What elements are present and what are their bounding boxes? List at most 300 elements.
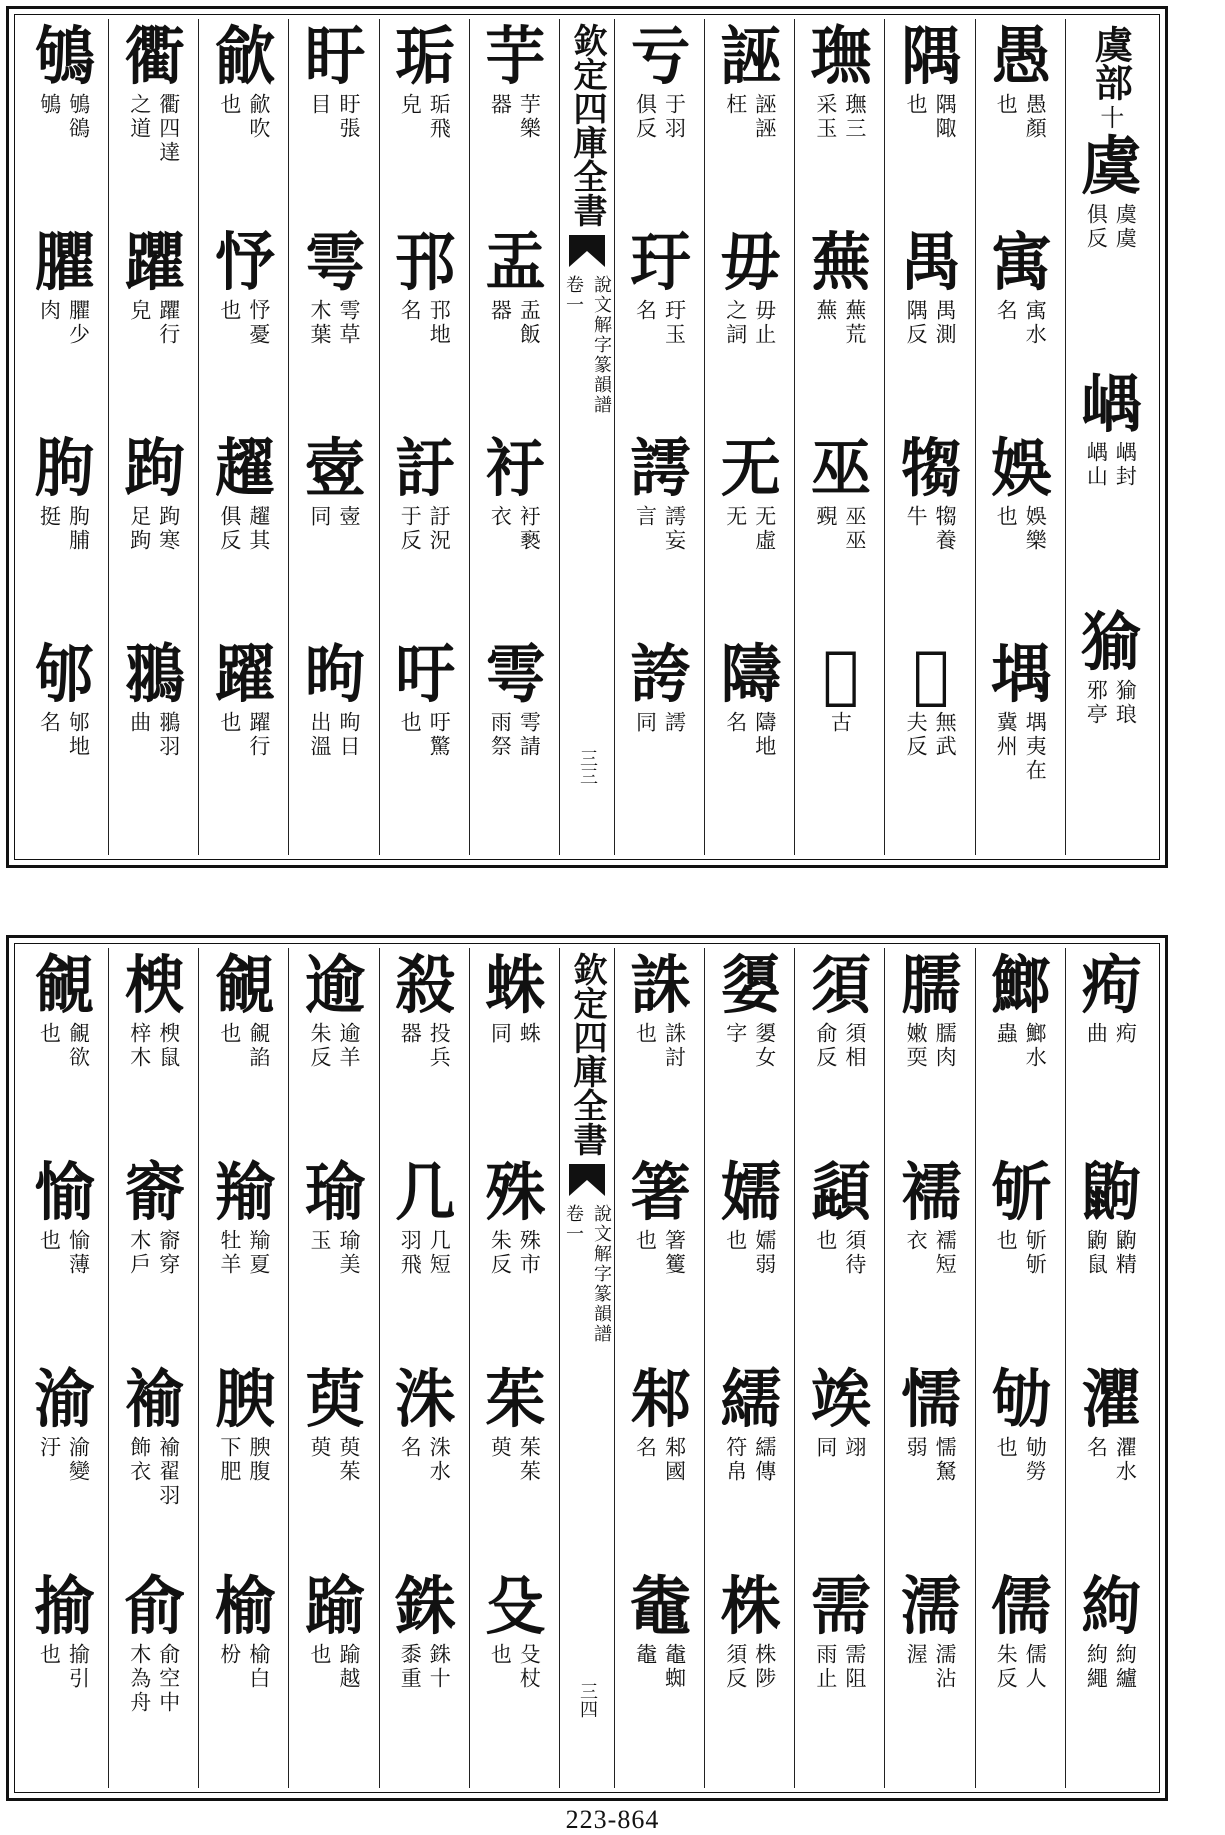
gloss-annotation: [634, 1229, 686, 1277]
dictionary-entry: [380, 949, 469, 1161]
gloss-annotation: [1084, 203, 1136, 251]
seal-character: 隯: [720, 638, 779, 712]
text-column: [884, 948, 974, 1788]
seal-character: 雩: [485, 638, 544, 712]
gloss-annotation: [38, 299, 90, 347]
seal-character: 巫: [810, 432, 869, 506]
dictionary-entry: [380, 1570, 469, 1782]
gloss-line: 忬憂: [246, 299, 271, 347]
gloss-line: 也: [723, 1229, 748, 1253]
gloss-line: 虞虞: [1113, 203, 1138, 251]
gloss-annotation: [634, 711, 686, 735]
gloss-line: 之道: [127, 93, 152, 141]
seal-character: 犓: [901, 432, 960, 506]
gloss-annotation: [128, 1022, 180, 1070]
gloss-line: 謣妄: [662, 505, 687, 553]
gloss-annotation: [814, 93, 866, 141]
seal-character: 腴: [214, 1363, 273, 1437]
dictionary-entry: [470, 226, 559, 437]
gloss-line: 同: [308, 505, 333, 529]
dictionary-entry: [885, 638, 974, 849]
gloss-annotation: [488, 1643, 540, 1691]
gloss-line: 黍重: [398, 1643, 423, 1691]
gloss-annotation: [218, 299, 270, 347]
gloss-annotation: [994, 1022, 1046, 1070]
gloss-annotation: [904, 1643, 956, 1691]
seal-character: 殊: [485, 1156, 544, 1230]
gloss-annotation: [398, 1022, 450, 1070]
dictionary-entry: [1066, 606, 1155, 849]
dictionary-entry: [380, 1363, 469, 1575]
gloss-line: 皃: [127, 299, 152, 323]
gloss-annotation: [994, 505, 1046, 553]
gloss-annotation: [814, 299, 866, 347]
gloss-line: 衢四達: [156, 93, 181, 165]
gloss-line: 毋止: [752, 299, 777, 347]
gloss-line: 楰鼠: [156, 1022, 181, 1070]
seal-character: 誣: [720, 20, 779, 94]
footer-reference: 223-864: [565, 1805, 660, 1834]
seal-character: 娛: [991, 432, 1050, 506]
seal-character: 玗: [630, 226, 689, 300]
gloss-annotation: [724, 505, 776, 553]
dictionary-entry: [885, 1156, 974, 1368]
seal-character: 亏: [630, 20, 689, 94]
seal-character: 覦: [214, 949, 273, 1023]
dictionary-entry: [705, 638, 794, 849]
gloss-annotation: [724, 1436, 776, 1484]
gloss-line: 也: [994, 1229, 1019, 1253]
seal-character: 𨐚: [913, 638, 948, 712]
gloss-line: 足跔: [127, 505, 152, 553]
seal-character: 踰: [305, 1570, 364, 1644]
gloss-line: 躣行: [156, 299, 181, 347]
dictionary-entry: [19, 1363, 108, 1575]
seal-character: 嬬: [720, 1156, 779, 1230]
seal-character: 箸: [630, 1156, 689, 1230]
book-subtitle: 說文解字篆韻譜: [590, 1204, 612, 1344]
seal-character: 邭: [34, 638, 93, 712]
gloss-line: 玉: [308, 1229, 333, 1253]
gloss-annotation: [1084, 1022, 1136, 1046]
dictionary-entry: [470, 1156, 559, 1368]
gloss-annotation: [814, 1022, 866, 1070]
gloss-line: 冀州: [994, 711, 1019, 759]
gloss-annotation: [128, 299, 180, 347]
section-title: 虞部: [1088, 25, 1134, 101]
gloss-annotation: [904, 299, 956, 347]
gloss-annotation: [218, 93, 270, 141]
dictionary-entry: [470, 1570, 559, 1782]
seal-character: 鼩: [1081, 1156, 1140, 1230]
volume-label: 卷一: [562, 1204, 584, 1244]
gloss-line: 曲: [1084, 1022, 1109, 1046]
dictionary-entry: [885, 226, 974, 437]
dictionary-entry: [19, 949, 108, 1161]
gloss-line: 殳杖: [517, 1643, 542, 1691]
gloss-line: 肉: [37, 299, 62, 323]
seal-character: 銖: [395, 1570, 454, 1644]
gloss-line: 邭地: [66, 711, 91, 759]
seal-character: 斪: [991, 1156, 1050, 1230]
gloss-line: 娛樂: [1023, 505, 1048, 553]
dictionary-entry: [19, 20, 108, 231]
gloss-line: 芋樂: [517, 93, 542, 141]
gloss-line: 雩草: [337, 299, 362, 347]
gloss-line: 也: [633, 1229, 658, 1253]
dictionary-entry: [885, 432, 974, 643]
gloss-annotation: [398, 299, 450, 347]
gloss-annotation: [38, 1229, 90, 1277]
dictionary-entry: [795, 1156, 884, 1368]
gloss-annotation: [634, 1022, 686, 1070]
dictionary-entry: [19, 1156, 108, 1368]
gloss-line: 名: [398, 1436, 423, 1460]
dictionary-entry: [109, 226, 198, 437]
gloss-line: 揄引: [66, 1643, 91, 1691]
dictionary-entry: [470, 638, 559, 849]
gloss-line: 隅陬: [933, 93, 958, 141]
dictionary-entry: [19, 1570, 108, 1782]
text-column: [975, 948, 1065, 1788]
seal-character: 絇: [1081, 1570, 1140, 1644]
seal-character: 襦: [901, 1156, 960, 1230]
dictionary-entry: [795, 226, 884, 437]
seal-character: 蕪: [810, 226, 869, 300]
gloss-annotation: [1084, 1229, 1136, 1277]
gloss-annotation: [488, 93, 540, 141]
gloss-line: 邪亭: [1084, 679, 1109, 727]
text-column: [704, 19, 794, 855]
dictionary-entry: [109, 1570, 198, 1782]
gloss-annotation: [724, 1022, 776, 1070]
seal-character: 盂: [485, 226, 544, 300]
dictionary-entry: [199, 432, 288, 643]
seal-character: 衢: [124, 20, 183, 94]
seal-character: 繻: [720, 1363, 779, 1437]
dictionary-entry: [976, 1363, 1065, 1575]
gloss-line: 絇纑: [1113, 1643, 1138, 1691]
gloss-annotation: [218, 1229, 270, 1277]
seal-character: 趯: [214, 432, 273, 506]
seal-character: 儒: [991, 1570, 1050, 1644]
seal-character: 雩: [305, 226, 364, 300]
gloss-line: 雨祭: [488, 711, 513, 759]
dictionary-entry: [289, 432, 378, 643]
text-column: [108, 19, 198, 855]
gloss-annotation: [38, 505, 90, 553]
dictionary-entry: [109, 20, 198, 231]
dictionary-entry: [289, 1570, 378, 1782]
gloss-line: 邾國: [662, 1436, 687, 1484]
gloss-line: 汙: [37, 1436, 62, 1460]
gloss-annotation: [828, 711, 851, 735]
gloss-line: 朱反: [994, 1643, 1019, 1691]
gloss-line: 蟲: [994, 1022, 1019, 1046]
gloss-line: 无: [723, 505, 748, 529]
gloss-annotation: [488, 1022, 540, 1046]
gloss-line: 隅反: [904, 299, 929, 347]
gloss-line: 名: [633, 299, 658, 323]
gloss-line: 器: [488, 299, 513, 323]
text-column: [794, 948, 884, 1788]
dictionary-entry: [289, 1363, 378, 1575]
gloss-line: 䱶水: [1023, 1022, 1048, 1070]
dictionary-entry: [705, 1156, 794, 1368]
gloss-line: 几短: [427, 1229, 452, 1277]
gloss-line: 目: [308, 93, 333, 117]
seal-character: 堣: [991, 638, 1050, 712]
gloss-annotation: [1084, 441, 1136, 489]
gloss-line: 鴝鵒: [66, 93, 91, 141]
seal-character: 頿: [810, 1156, 869, 1230]
gloss-line: 㝢水: [1023, 299, 1048, 347]
gloss-annotation: [994, 93, 1046, 141]
gloss-annotation: [218, 711, 270, 759]
gloss-line: 趯其: [246, 505, 271, 553]
dictionary-entry: [615, 20, 704, 231]
gloss-line: 字: [723, 1022, 748, 1046]
dictionary-entry: [470, 1363, 559, 1575]
gloss-annotation: [488, 299, 540, 347]
gloss-annotation: [38, 1022, 90, 1070]
text-column: [1065, 19, 1155, 855]
seal-character: 需: [810, 1570, 869, 1644]
gloss-line: 懦駑: [933, 1436, 958, 1484]
text-column: [1065, 948, 1155, 1788]
seal-character: 逾: [305, 949, 364, 1023]
text-column: [469, 948, 559, 1788]
gloss-line: 褕翟羽: [156, 1436, 181, 1508]
dictionary-entry: [1066, 1570, 1155, 1782]
folio-number: 三四: [576, 1682, 598, 1718]
dictionary-entry: [1066, 130, 1155, 373]
gloss-annotation: [724, 711, 776, 759]
seal-character: 臑: [901, 949, 960, 1023]
text-column: [794, 19, 884, 855]
gloss-line: 投兵: [427, 1022, 452, 1070]
gloss-line: 犓養: [933, 505, 958, 553]
gloss-line: 臞少: [66, 299, 91, 347]
seal-character: 楰: [124, 949, 183, 1023]
seal-character: 璑: [810, 20, 869, 94]
dictionary-entry: [705, 226, 794, 437]
gloss-line: 殊市: [517, 1229, 542, 1277]
gloss-line: 也: [217, 711, 242, 735]
gloss-line: 夫反: [904, 711, 929, 759]
dictionary-entry: [705, 949, 794, 1161]
gloss-line: 木為舟: [127, 1643, 152, 1715]
page-bottom-columns: [19, 948, 1155, 1788]
gloss-line: 木戶: [127, 1229, 152, 1277]
seal-character: 隅: [901, 20, 960, 94]
seal-character: 几: [395, 1156, 454, 1230]
gloss-line: 也: [398, 711, 423, 735]
seal-character: 㚃: [305, 432, 364, 506]
dictionary-entry: [705, 20, 794, 231]
gloss-annotation: [994, 711, 1046, 783]
gloss-annotation: [994, 1436, 1046, 1484]
gloss-annotation: [308, 299, 360, 347]
gloss-annotation: [814, 1643, 866, 1691]
dictionary-entry: [470, 20, 559, 231]
gloss-annotation: [308, 93, 360, 141]
dictionary-entry: [795, 638, 884, 849]
gloss-annotation: [814, 505, 866, 553]
gloss-line: 木葉: [308, 299, 333, 347]
dictionary-entry: [380, 638, 469, 849]
dictionary-entry: [795, 949, 884, 1161]
seal-character: 羭: [214, 1156, 273, 1230]
gloss-line: 須相: [842, 1022, 867, 1070]
gloss-annotation: [128, 711, 180, 759]
gloss-annotation: [724, 93, 776, 141]
dictionary-entry: [470, 432, 559, 643]
gloss-annotation: [1084, 679, 1136, 727]
gloss-annotation: [634, 299, 686, 347]
gloss-line: 也: [994, 505, 1019, 529]
gloss-line: 瑜美: [337, 1229, 362, 1277]
gloss-line: 衣: [488, 505, 513, 529]
dictionary-entry: [1066, 368, 1155, 611]
gloss-line: 須待: [842, 1229, 867, 1277]
gloss-line: 渝變: [66, 1436, 91, 1484]
seal-character: 榆: [214, 1570, 273, 1644]
dictionary-entry: [705, 1363, 794, 1575]
gloss-line: 朱反: [308, 1022, 333, 1070]
gloss-annotation: [218, 1022, 270, 1070]
gloss-line: 鼄蜘: [662, 1643, 687, 1691]
seal-character: 邘: [395, 226, 454, 300]
gloss-annotation: [398, 711, 450, 759]
gloss-line: 㺄琅: [1113, 679, 1138, 727]
seal-character: 衧: [485, 432, 544, 506]
text-column: [108, 948, 198, 1788]
dictionary-entry: [380, 226, 469, 437]
gloss-line: 萸: [488, 1436, 513, 1460]
center-margin: [559, 948, 614, 1788]
gloss-line: 逾羊: [337, 1022, 362, 1070]
gloss-line: 飾衣: [127, 1436, 152, 1484]
dictionary-entry: [885, 1570, 974, 1782]
gloss-line: 邘地: [427, 299, 452, 347]
seal-character: 茱: [485, 1363, 544, 1437]
gloss-line: 誅討: [662, 1022, 687, 1070]
seal-character: 毋: [720, 226, 779, 300]
gloss-line: 同: [488, 1022, 513, 1046]
gloss-line: 盂飯: [517, 299, 542, 347]
dictionary-entry: [615, 1363, 704, 1575]
gloss-line: 雨止: [813, 1643, 838, 1691]
dictionary-entry: [976, 432, 1065, 643]
seal-character: 渝: [34, 1363, 93, 1437]
gloss-line: 昫日: [337, 711, 362, 759]
seal-character: 鴝: [34, 20, 93, 94]
seal-character: 痀: [1081, 949, 1140, 1023]
gloss-line: 名: [37, 711, 62, 735]
dictionary-entry: [615, 949, 704, 1161]
gloss-annotation: [814, 1436, 866, 1460]
dictionary-entry: [976, 949, 1065, 1161]
gloss-annotation: [218, 1436, 270, 1484]
text-column: [704, 948, 794, 1788]
gloss-line: 繻傳: [752, 1436, 777, 1484]
book-title: 欽定四庫全書: [566, 952, 607, 1156]
gloss-line: 謣: [662, 711, 687, 735]
seal-character: 鼄: [630, 1570, 689, 1644]
gloss-line: 俞空中: [156, 1643, 181, 1715]
gloss-line: 窬穿: [156, 1229, 181, 1277]
gloss-line: 堣夷在: [1023, 711, 1048, 783]
gloss-line: 也: [217, 1022, 242, 1046]
text-column: [288, 948, 378, 1788]
gloss-annotation: [994, 1643, 1046, 1691]
dictionary-entry: [289, 1156, 378, 1368]
gloss-line: 也: [994, 1436, 1019, 1460]
seal-character: 䱶: [991, 949, 1050, 1023]
seal-character: 萸: [305, 1363, 364, 1437]
gloss-annotation: [218, 1643, 270, 1691]
dictionary-entry: [615, 638, 704, 849]
gloss-line: 㚃: [337, 505, 362, 529]
dictionary-entry: [795, 1570, 884, 1782]
dictionary-entry: [705, 1570, 794, 1782]
dictionary-entry: [289, 226, 378, 437]
gloss-annotation: [488, 1436, 540, 1484]
page-top-columns: [19, 19, 1155, 855]
gloss-annotation: [488, 1229, 540, 1277]
gloss-line: 覦諂: [246, 1022, 271, 1070]
dictionary-entry: [1066, 1363, 1155, 1575]
gloss-line: 箸籆: [662, 1229, 687, 1277]
dictionary-entry: [885, 1363, 974, 1575]
seal-character: 濡: [901, 1570, 960, 1644]
seal-character: 歈: [214, 20, 273, 94]
seal-character: 禺: [901, 226, 960, 300]
text-column: [198, 948, 288, 1788]
seal-character: 謣: [630, 432, 689, 506]
gloss-annotation: [904, 1436, 956, 1484]
gloss-line: 愚顏: [1023, 93, 1048, 141]
seal-character: 誅: [630, 949, 689, 1023]
gloss-line: 萸: [308, 1436, 333, 1460]
gloss-line: 訏況: [427, 505, 452, 553]
gloss-annotation: [398, 505, 450, 553]
gloss-line: 萸茱: [337, 1436, 362, 1484]
gloss-line: 也: [37, 1022, 62, 1046]
dictionary-entry: [199, 226, 288, 437]
gloss-line: 之詞: [723, 299, 748, 347]
gloss-annotation: [218, 505, 270, 553]
gloss-line: 名: [723, 711, 748, 735]
seal-character: 殳: [485, 1570, 544, 1644]
dictionary-entry: [380, 432, 469, 643]
gloss-line: 洙水: [427, 1436, 452, 1484]
gloss-line: 衣: [904, 1229, 929, 1253]
gloss-annotation: [724, 1643, 776, 1691]
page-bottom: [6, 935, 1168, 1801]
seal-character: 灈: [1081, 1363, 1140, 1437]
gloss-annotation: [904, 93, 956, 141]
dictionary-entry: [199, 638, 288, 849]
dictionary-entry: [109, 432, 198, 643]
dictionary-entry: [380, 1156, 469, 1368]
gloss-line: 也: [813, 1229, 838, 1253]
gloss-line: 俱反: [217, 505, 242, 553]
seal-character: 劬: [991, 1363, 1050, 1437]
seal-character: 揄: [34, 1570, 93, 1644]
dictionary-entry: [199, 1570, 288, 1782]
